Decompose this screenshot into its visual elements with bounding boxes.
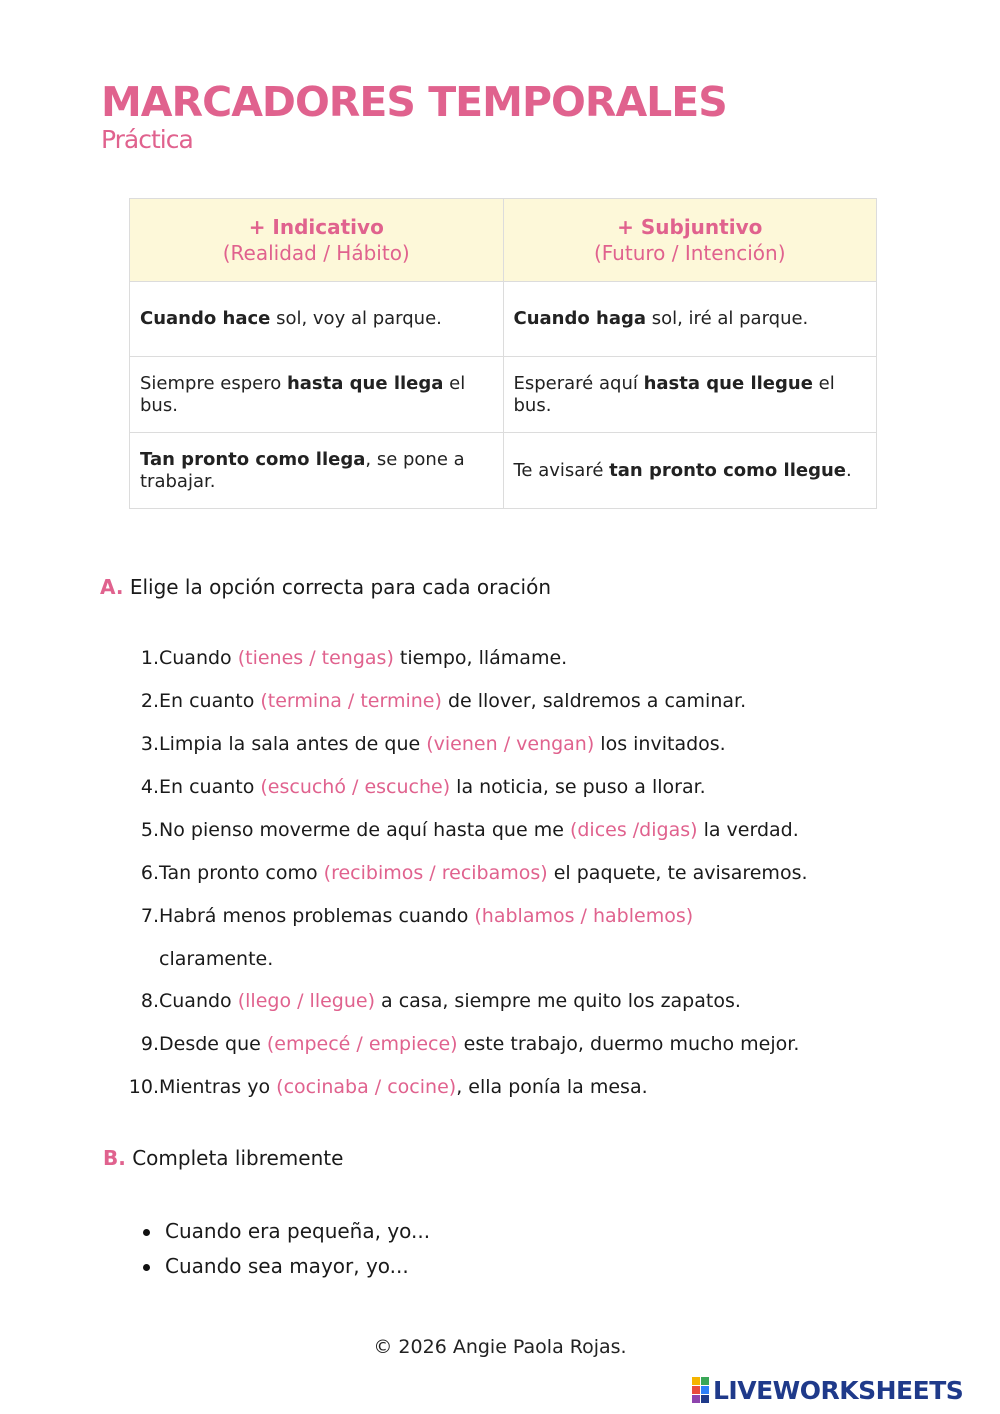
exercise-options[interactable]: (tienes / tengas) (237, 647, 394, 669)
exercise-item (128, 688, 928, 714)
bullet-text: Cuando era pequeña, yo... (165, 1219, 431, 1243)
table-cell-indicativo: Siempre espero hasta que llega el bus. (130, 357, 504, 433)
exercise-item (128, 1074, 928, 1100)
exercise-text: En cuanto (159, 776, 261, 798)
exercise-item (128, 1031, 928, 1057)
page-title: MARCADORES TEMPORALES (101, 78, 727, 126)
table-cell-indicativo: Tan pronto como llega, se pone a trabajar. (130, 433, 504, 509)
header-subjuntivo-subtitle: (Futuro / Intención) (593, 241, 786, 265)
header-subjuntivo (503, 199, 877, 282)
table-header-row (130, 199, 877, 282)
exercise-number: 4. (140, 776, 159, 798)
exercise-item (128, 731, 928, 757)
exercise-number: 8. (140, 990, 159, 1012)
table-cell-subjuntivo: Esperaré aquí hasta que llegue el bus. (503, 357, 877, 433)
exercise-number: 10. (128, 1076, 159, 1098)
exercise-number: 1. (140, 647, 159, 669)
list-item (143, 1253, 409, 1279)
section-a-instruction: Elige la opción correcta para cada oración (129, 575, 552, 599)
exercise-text: En cuanto (159, 690, 261, 712)
exercise-number: 2. (140, 690, 159, 712)
exercise-text: No pienso moverme de aquí hasta que me (159, 819, 570, 841)
bullet-text: Cuando sea mayor, yo... (165, 1254, 409, 1278)
header-subjuntivo-title: + Subjuntivo (617, 215, 763, 239)
exercise-text: la noticia, se puso a llorar. (450, 776, 706, 798)
exercise-continuation: claramente. (159, 948, 274, 970)
section-a-letter: A. (100, 575, 124, 599)
logo-block (692, 1377, 700, 1385)
exercise-options[interactable]: (vienen / vengan) (426, 733, 595, 755)
exercise-item (128, 817, 928, 843)
header-indicativo-title: + Indicativo (248, 215, 384, 239)
exercise-options[interactable]: (empecé / empiece) (266, 1033, 458, 1055)
table-row (130, 433, 877, 509)
logo-block (692, 1386, 700, 1394)
table-cell-subjuntivo: Cuando haga sol, iré al parque. (503, 282, 877, 357)
exercise-number: 5. (140, 819, 159, 841)
exercise-text: los invitados. (594, 733, 726, 755)
exercise-text: a casa, siempre me quito los zapatos. (375, 990, 741, 1012)
grammar-table (129, 198, 877, 509)
exercise-options[interactable]: (cocinaba / cocine) (276, 1076, 457, 1098)
exercise-options[interactable]: (dices /digas) (569, 819, 698, 841)
exercise-options[interactable]: (recibimos / recibamos) (323, 862, 548, 884)
list-item (143, 1218, 430, 1244)
exercise-number: 9. (140, 1033, 159, 1055)
table-cell-indicativo: Cuando hace sol, voy al parque. (130, 282, 504, 357)
logo-block (692, 1395, 700, 1403)
table-row (130, 357, 877, 433)
exercise-text: el paquete, te avisaremos. (547, 862, 808, 884)
exercise-text: Cuando (159, 647, 238, 669)
exercise-item (128, 774, 928, 800)
exercise-text: la verdad. (697, 819, 799, 841)
section-b-heading (103, 1145, 343, 1171)
exercise-item (128, 903, 928, 929)
exercise-text: Habrá menos problemas cuando (159, 905, 475, 927)
exercise-item (128, 988, 928, 1014)
logo-block (701, 1377, 709, 1385)
bullet-dot (143, 1229, 150, 1236)
exercise-item (128, 860, 928, 886)
exercise-number: 7. (140, 905, 159, 927)
exercise-number: 6. (140, 862, 159, 884)
exercise-text: este trabajo, duermo mucho mejor. (457, 1033, 800, 1055)
bullet-dot (143, 1264, 150, 1271)
exercise-text: tiempo, llámame. (393, 647, 568, 669)
exercise-text: Cuando (159, 990, 238, 1012)
section-b-instruction: Completa libremente (132, 1146, 344, 1170)
exercise-options[interactable]: (llego / llegue) (237, 990, 375, 1012)
liveworksheets-logo[interactable] (692, 1376, 963, 1404)
exercise-text: Desde que (159, 1033, 267, 1055)
logo-block (701, 1395, 709, 1403)
header-indicativo-subtitle: (Realidad / Hábito) (222, 241, 410, 265)
exercise-number: 3. (140, 733, 159, 755)
section-b-letter: B. (103, 1146, 126, 1170)
table-row (130, 282, 877, 357)
logo-block (701, 1386, 709, 1394)
exercise-options[interactable]: (escuchó / escuche) (260, 776, 451, 798)
exercise-text: Limpia la sala antes de que (159, 733, 427, 755)
exercise-text: Mientras yo (159, 1076, 277, 1098)
section-a-heading (100, 574, 551, 600)
copyright-text: © 2026 Angie Paola Rojas. (373, 1336, 627, 1358)
exercise-text: de llover, saldremos a caminar. (441, 690, 747, 712)
exercise-text: , ella ponía la mesa. (456, 1076, 648, 1098)
exercise-options[interactable]: (termina / termine) (260, 690, 442, 712)
exercise-text: Tan pronto como (159, 862, 324, 884)
logo-blocks-icon (692, 1377, 709, 1403)
page-subtitle: Práctica (101, 125, 193, 154)
exercise-options[interactable]: (hablamos / hablemos) (474, 905, 694, 927)
table-cell-subjuntivo: Te avisaré tan pronto como llegue. (503, 433, 877, 509)
logo-text: LIVEWORKSHEETS (713, 1375, 964, 1405)
header-indicativo (130, 199, 504, 282)
exercise-item (128, 645, 928, 671)
